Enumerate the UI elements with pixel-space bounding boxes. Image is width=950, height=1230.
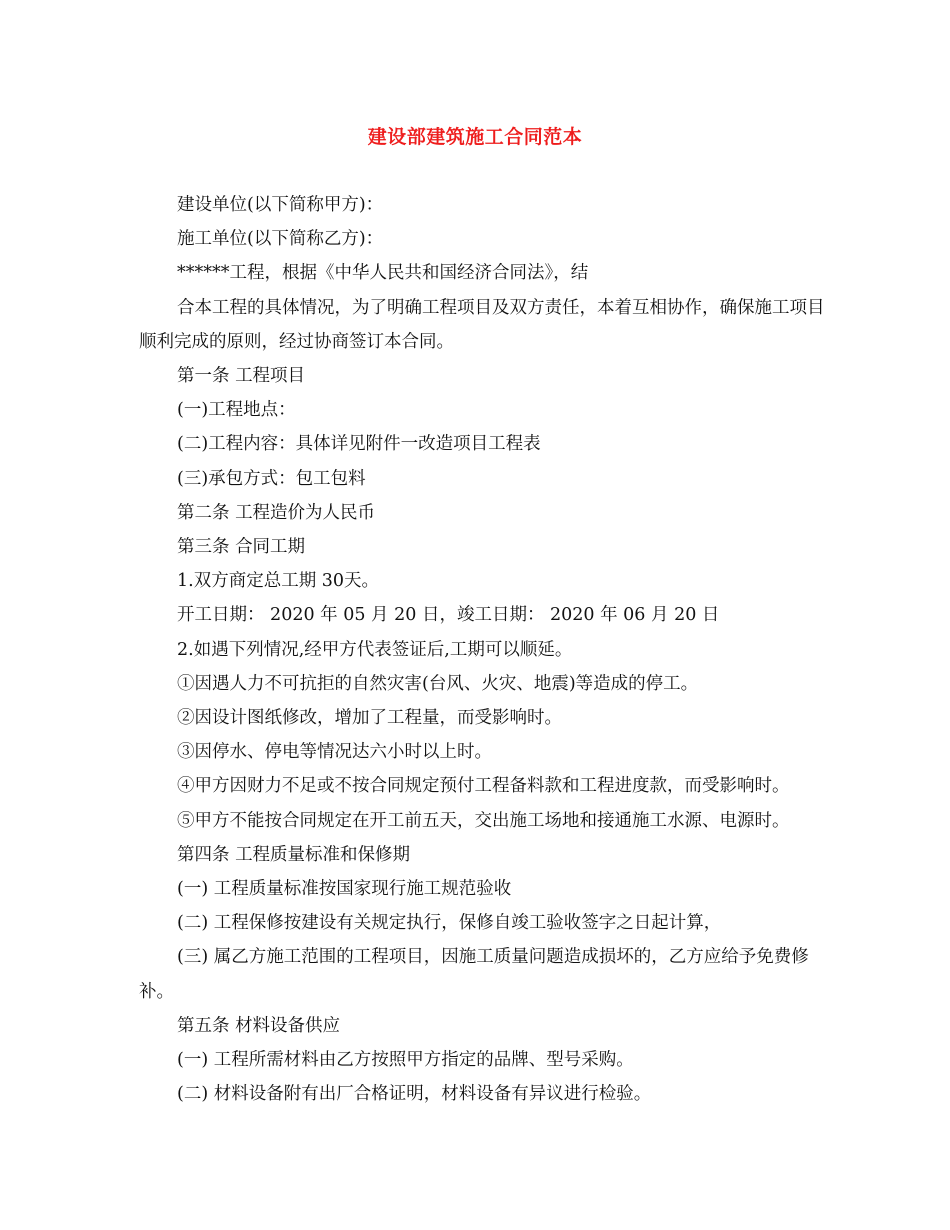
article-5-item-1: (一) 工程所需材料由乙方按照甲方指定的品牌、型号采购。 bbox=[177, 1050, 634, 1071]
article-1-item-3: (三)承包方式：包工包料 bbox=[177, 468, 366, 489]
article-1-heading: 第一条 工程项目 bbox=[177, 366, 306, 387]
article-3-case-2: ②因设计图纸修改，增加了工程量，而受影响时。 bbox=[177, 708, 562, 729]
article-3-case-3: ③因停水、停电等情况达六小时以上时。 bbox=[177, 742, 492, 763]
article-1-item-1: (一)工程地点： bbox=[177, 400, 296, 421]
paragraph-intro-2: 合本工程的具体情况，为了明确工程项目及双方责任，本着互相协作，确保施工项目顺利完成的原则，经过协商签订本合同。 bbox=[139, 297, 825, 352]
article-4-item-1: (一) 工程质量标准按国家现行施工规范验收 bbox=[177, 879, 512, 900]
article-3-case-5: ⑤甲方不能按合同规定在开工前五天，交出施工场地和接通施工水源、电源时。 bbox=[177, 810, 790, 831]
article-2-heading: 第二条 工程造价为人民币 bbox=[177, 502, 376, 523]
article-3-heading: 第三条 合同工期 bbox=[177, 537, 306, 558]
article-5-heading: 第五条 材料设备供应 bbox=[177, 1015, 341, 1036]
paragraph-party-a: 建设单位(以下简称甲方)： bbox=[177, 195, 384, 215]
article-3-dates: 开工日期： 2020 年 05 月 20 日，竣工日期： 2020 年 06 月 20 日 bbox=[177, 605, 720, 626]
document-title: 建设部建筑施工合同范本 bbox=[367, 126, 583, 148]
paragraph-intro-1: ******工程，根据《中华人民共和国经济合同法》，结 bbox=[177, 263, 589, 284]
article-4-heading: 第四条 工程质量标准和保修期 bbox=[177, 844, 411, 865]
article-3-case-4: ④甲方因财力不足或不按合同规定预付工程备料款和工程进度款，而受影响时。 bbox=[177, 776, 790, 797]
article-3-case-1: ①因遇人力不可抗拒的自然灾害(台风、火灾、地震)等造成的停工。 bbox=[177, 673, 699, 694]
article-3-item-1: 1.双方商定总工期 30天。 bbox=[177, 571, 380, 592]
article-4-item-2: (二) 工程保修按建设有关规定执行，保修自竣工验收签字之日起计算， bbox=[177, 913, 722, 934]
article-4-item-3: (三) 属乙方施工范围的工程项目，因施工质量问题造成损坏的，乙方应给予免费修补。 bbox=[139, 947, 809, 1002]
article-1-item-2: (二)工程内容：具体详见附件一改造项目工程表 bbox=[177, 434, 541, 455]
article-3-item-2: 2.如遇下列情况,经甲方代表签证后,工期可以顺延。 bbox=[177, 639, 573, 660]
article-5-item-2: (二) 材料设备附有出厂合格证明，材料设备有异议进行检验。 bbox=[177, 1084, 652, 1105]
paragraph-party-b: 施工单位(以下简称乙方)： bbox=[177, 229, 384, 250]
document-body bbox=[139, 188, 829, 1111]
